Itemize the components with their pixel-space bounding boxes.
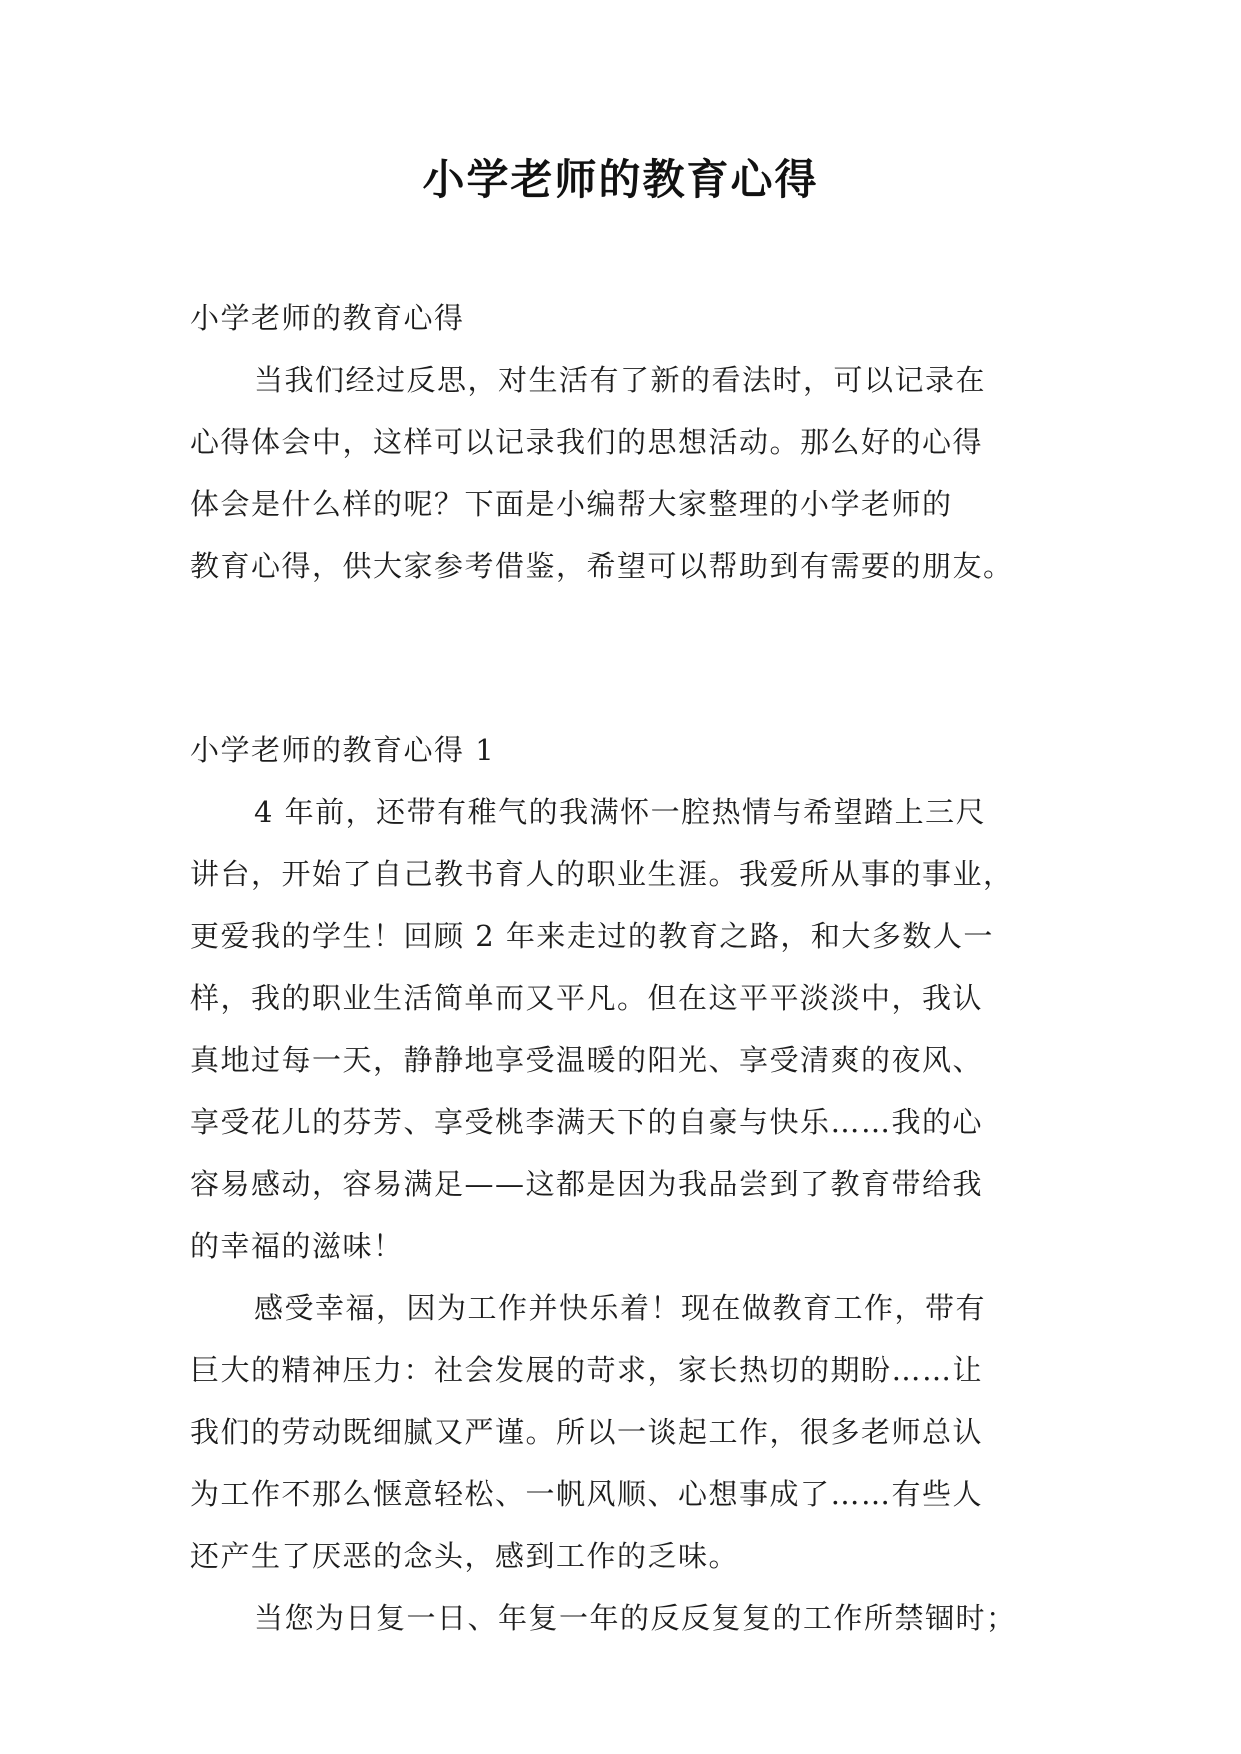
intro-line: 教育心得，供大家参考借鉴，希望可以帮助到有需要的朋友。 xyxy=(190,549,1014,583)
paragraph-line: 更爱我的学生！回顾 2 年来走过的教育之路，和大多数人一 xyxy=(190,919,994,953)
intro-line: 心得体会中，这样可以记录我们的思想活动。那么好的心得 xyxy=(190,425,984,459)
section-heading: 小学老师的教育心得 1 xyxy=(190,733,496,767)
paragraph-line: 当您为日复一日、年复一年的反反复复的工作所禁锢时； xyxy=(254,1601,1017,1635)
intro-line: 当我们经过反思，对生活有了新的看法时，可以记录在 xyxy=(254,363,987,397)
paragraph-line: 容易感动，容易满足——这都是因为我品尝到了教育带给我 xyxy=(190,1167,984,1201)
paragraph-line: 4 年前，还带有稚气的我满怀一腔热情与希望踏上三尺 xyxy=(254,795,987,829)
paragraph-line: 样，我的职业生活简单而又平凡。但在这平平淡淡中，我认 xyxy=(190,981,984,1015)
document-body xyxy=(190,287,1070,1649)
paragraph-line: 真地过每一天，静静地享受温暖的阳光、享受清爽的夜风、 xyxy=(190,1043,984,1077)
paragraph-line: 的幸福的滋味！ xyxy=(190,1229,404,1263)
paragraph-line: 我们的劳动既细腻又严谨。所以一谈起工作，很多老师总认 xyxy=(190,1415,984,1449)
paragraph-line: 为工作不那么惬意轻松、一帆风顺、心想事成了……有些人 xyxy=(190,1477,984,1511)
intro-line: 体会是什么样的呢？下面是小编帮大家整理的小学老师的 xyxy=(190,487,953,521)
section-spacer xyxy=(190,597,1070,719)
intro-heading: 小学老师的教育心得 xyxy=(190,301,465,335)
paragraph-line: 感受幸福，因为工作并快乐着！现在做教育工作，带有 xyxy=(254,1291,987,1325)
paragraph-line: 巨大的精神压力：社会发展的苛求，家长热切的期盼……让 xyxy=(190,1353,984,1387)
document-title: 小学老师的教育心得 xyxy=(422,155,819,204)
paragraph-line: 还产生了厌恶的念头，感到工作的乏味。 xyxy=(190,1539,740,1573)
paragraph-line: 享受花儿的芬芳、享受桃李满天下的自豪与快乐……我的心 xyxy=(190,1105,984,1139)
paragraph-line: 讲台，开始了自己教书育人的职业生涯。我爱所从事的事业， xyxy=(190,857,1014,891)
